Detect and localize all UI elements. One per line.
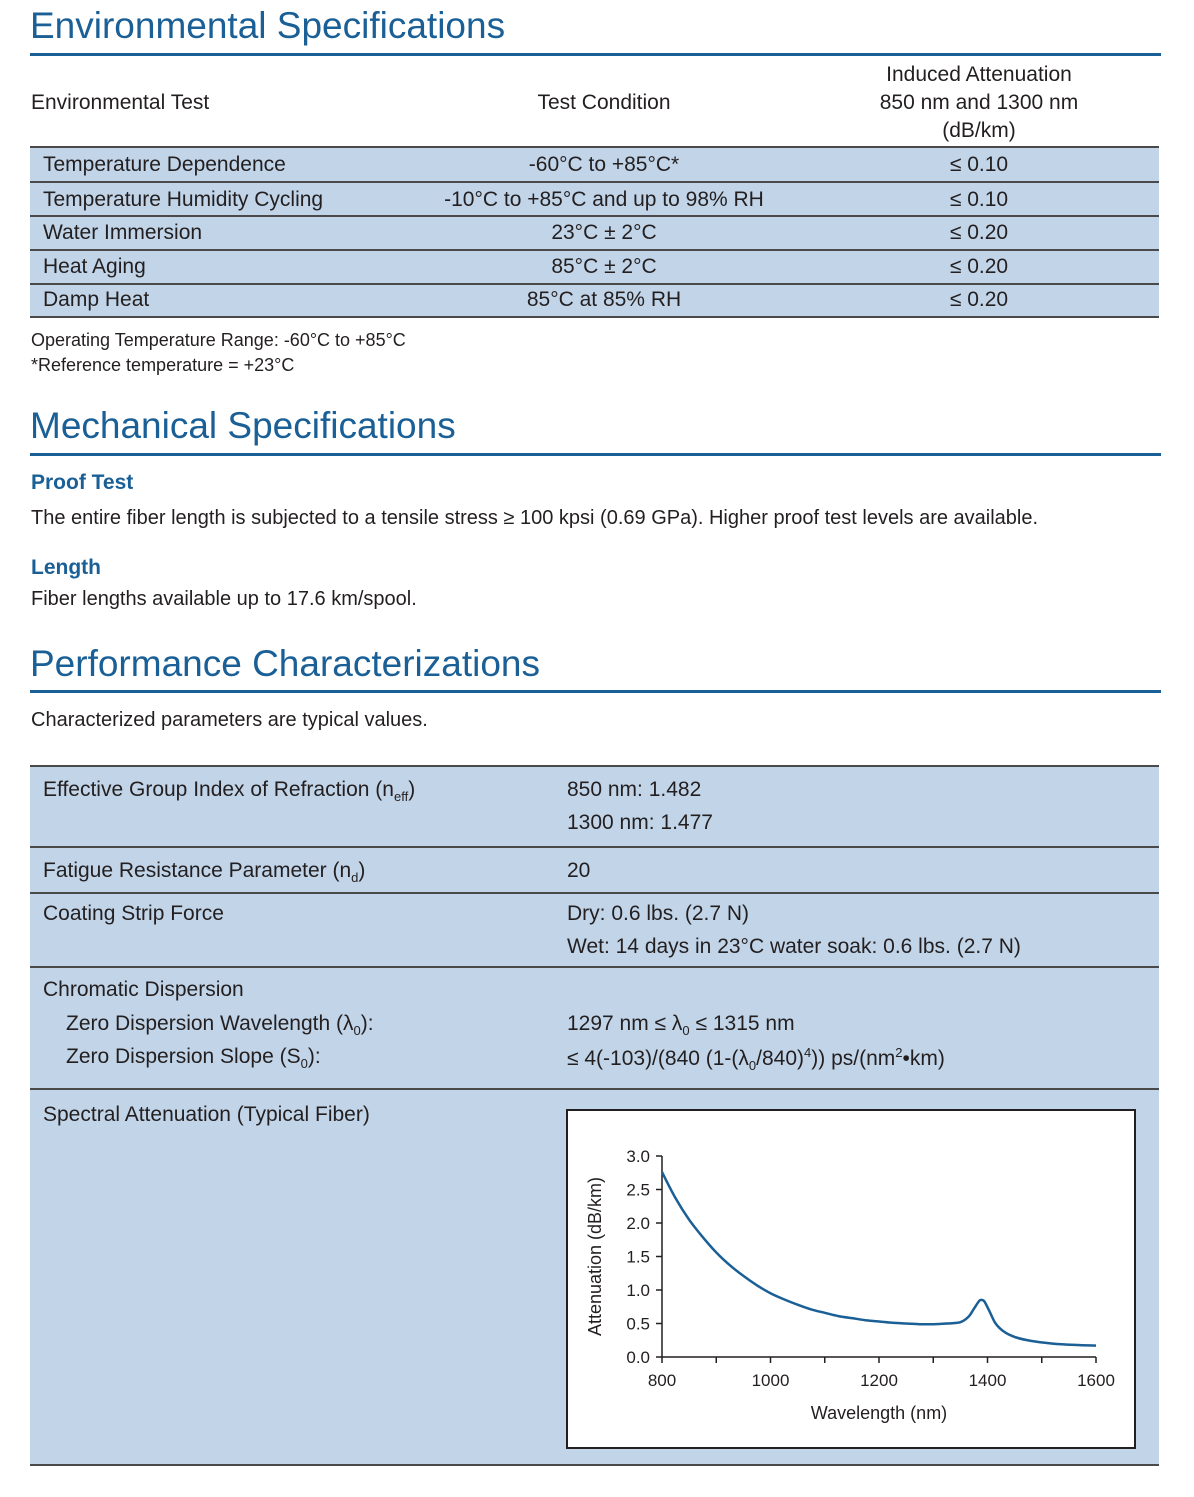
env-title-rule: [30, 53, 1161, 56]
fatigue-label: [43, 859, 365, 885]
env-rule-2: [30, 215, 1159, 217]
env-header-condition: Test Condition: [537, 91, 671, 114]
zds-value-sup: 4: [804, 1045, 812, 1060]
zds-label-end: ):: [307, 1045, 321, 1068]
env-rule-4: [30, 283, 1159, 285]
zds-value-d: •km): [902, 1047, 945, 1070]
env-rule-bottom: [30, 316, 1159, 318]
env-row-condition: 85°C at 85% RH: [526, 288, 682, 311]
env-header-attenuation-2: 850 nm and 1300 nm: [879, 91, 1079, 114]
y-tick-label: 2.0: [626, 1214, 650, 1233]
fatigue-label-sub: d: [351, 870, 359, 885]
spectral-chart-frame: [566, 1109, 1136, 1449]
proof-test-heading: Proof Test: [31, 471, 134, 494]
env-row-test: Temperature Dependence: [43, 153, 286, 176]
zdw-value-a: 1297 nm ≤ λ: [567, 1012, 683, 1035]
env-row-test: Water Immersion: [43, 221, 203, 244]
perf-rule-4: [30, 1088, 1159, 1090]
zds-value-c: )) ps/(nm: [811, 1047, 896, 1070]
zds-label: [66, 1045, 321, 1071]
spectral-label: Spectral Attenuation (Typical Fiber): [43, 1103, 370, 1126]
group-index-label-sub: eff: [393, 789, 409, 804]
length-heading: Length: [31, 556, 101, 579]
zds-label-sub: 0: [300, 1056, 308, 1071]
env-row-value: ≤ 0.20: [949, 221, 1009, 244]
env-rule-3: [30, 249, 1159, 251]
env-rule-top: [30, 146, 1159, 148]
env-rule-1: [30, 181, 1159, 183]
strip-force-label: Coating Strip Force: [43, 902, 224, 925]
y-tick-label: 2.5: [626, 1180, 650, 1200]
group-index-value-850: 850 nm: 1.482: [567, 778, 702, 801]
env-row-test: Temperature Humidity Cycling: [43, 188, 324, 211]
attenuation-series-line: [662, 1172, 1096, 1346]
y-axis-label: Attenuation (dB/km): [585, 1176, 605, 1337]
x-tick-label: 800: [647, 1371, 677, 1390]
y-tick-label: 0.0: [626, 1348, 650, 1367]
y-tick-label: 1.0: [626, 1281, 650, 1300]
x-tick-label: 1400: [968, 1371, 1007, 1390]
y-tick-label: 3.0: [626, 1147, 650, 1166]
perf-title: Performance Characterizations: [30, 643, 540, 684]
strip-force-wet: Wet: 14 days in 23°C water soak: 0.6 lbs. (2.7 N): [567, 935, 1021, 958]
env-note-operating: Operating Temperature Range: -60°C to +85°C: [31, 330, 406, 350]
env-row-condition: 23°C ± 2°C: [551, 221, 657, 244]
perf-rule-top: [30, 765, 1159, 767]
env-row-value: ≤ 0.10: [949, 153, 1009, 176]
fatigue-value: 20: [567, 859, 591, 882]
env-row-test: Damp Heat: [43, 288, 150, 311]
fatigue-label-end: ): [358, 859, 366, 882]
env-row-value: ≤ 0.20: [949, 255, 1009, 278]
y-tick-label: 1.5: [626, 1247, 650, 1267]
perf-rule-1: [30, 846, 1159, 848]
spectral-attenuation-chart: [568, 1111, 1134, 1447]
group-index-label: [43, 778, 415, 804]
length-text: Fiber lengths available up to 17.6 km/spool.: [31, 588, 417, 610]
y-tick-label: 0.5: [626, 1314, 650, 1334]
env-header-attenuation-1: Induced Attenuation: [886, 63, 1072, 86]
zds-value-b: /840): [756, 1047, 805, 1070]
env-row-test: Heat Aging: [43, 255, 146, 278]
env-note-reference: *Reference temperature = +23°C: [31, 355, 295, 375]
group-index-label-text: Effective Group Index of Refraction (n: [43, 778, 394, 801]
fatigue-label-text: Fatigue Resistance Parameter (n: [43, 859, 352, 882]
dispersion-label: Chromatic Dispersion: [43, 978, 244, 1001]
zds-value-sup2: 2: [895, 1045, 903, 1060]
env-row-condition: 85°C ± 2°C: [551, 255, 657, 278]
zdw-value: [567, 1012, 795, 1038]
zdw-label-sub: 0: [353, 1023, 361, 1038]
perf-rule-3: [30, 966, 1159, 968]
zds-label-text: Zero Dispersion Slope (S: [66, 1045, 301, 1068]
zds-value-sub: 0: [748, 1058, 757, 1073]
env-row-value: ≤ 0.20: [949, 288, 1009, 311]
perf-rule-2: [30, 892, 1159, 894]
env-header-test: Environmental Test: [31, 91, 210, 114]
env-title: Environmental Specifications: [30, 5, 506, 46]
zdw-label-text: Zero Dispersion Wavelength (λ: [66, 1012, 354, 1035]
zds-value: [567, 1045, 945, 1073]
x-axis-label: Wavelength (nm): [810, 1403, 948, 1423]
proof-test-text: The entire fiber length is subjected to a tensile stress ≥ 100 kpsi (0.69 GPa). Higher proof test levels are available.: [31, 507, 1039, 529]
zdw-label-end: ):: [360, 1012, 374, 1035]
env-header-attenuation-3: (dB/km): [942, 119, 1016, 142]
strip-force-dry: Dry: 0.6 lbs. (2.7 N): [567, 902, 750, 925]
zdw-value-b: ≤ 1315 nm: [689, 1012, 795, 1035]
x-tick-label: 1000: [751, 1371, 790, 1390]
zdw-value-sub: 0: [682, 1023, 690, 1038]
group-index-value-1300: 1300 nm: 1.477: [567, 811, 713, 834]
perf-intro: Characterized parameters are typical values.: [31, 709, 428, 731]
perf-title-rule: [30, 690, 1161, 693]
x-tick-label: 1600: [1077, 1371, 1115, 1390]
x-tick-label: 1200: [860, 1371, 898, 1390]
group-index-label-end: ): [408, 778, 416, 801]
zds-value-a: ≤ 4(-103)/(840 (1-(λ: [567, 1047, 749, 1070]
perf-rule-bottom: [30, 1464, 1159, 1466]
env-row-condition: -60°C to +85°C*: [528, 153, 680, 176]
mech-title-rule: [30, 453, 1161, 456]
env-row-value: ≤ 0.10: [949, 188, 1009, 211]
env-row-condition: -10°C to +85°C and up to 98% RH: [444, 188, 764, 211]
mech-title: Mechanical Specifications: [30, 405, 456, 446]
zdw-label: [66, 1012, 374, 1038]
